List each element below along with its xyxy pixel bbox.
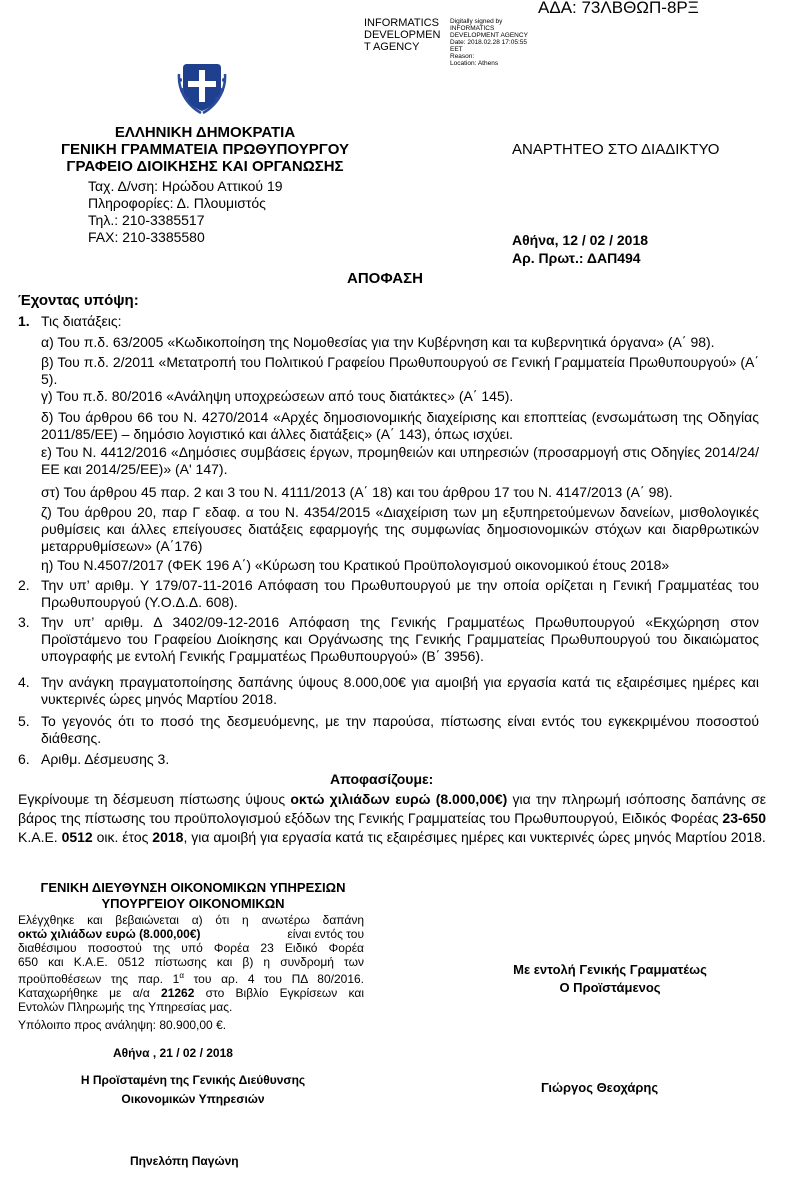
order-signature-block (470, 961, 750, 997)
item-3-text: Την υπ’ αριθμ. Δ 3402/09-12-2016 Απόφαση της Γενικής Γραμματέως Πρωθυπουργού «Εκχώρηση στον Προϊστάμενο του Γραφείου Διοίκησης και Οργάνωσης της Γενικής Γραμματείας Πρωθυπουργού του δικαιώματος υπογραφής με εντολή Γενικής Γραμματέως Πρωθυπουργού» (Β΄ 3956). (41, 614, 759, 664)
document-date-protocol (512, 232, 648, 267)
item-number-4: 4. (18, 674, 30, 690)
decision-kae-code: 0512 (61, 829, 93, 845)
item-1-text: Τις διατάξεις: (41, 313, 122, 329)
signature-details: Digitally signed by INFORMATICS DEVELOPMENT AGENCY Date: 2018.02.28 17:05:55 EET Reason: Location: Athens (450, 18, 528, 67)
coat-of-arms-emblem (177, 62, 227, 114)
considering-heading: Έχοντας υπόψη: (18, 292, 139, 309)
decision-body-code: 23-650 (722, 810, 766, 826)
office-title: ΓΡΑΦΕΙΟ ΔΙΟΙΚΗΣΗΣ ΚΑΙ ΟΡΓΑΝΩΣΗΣ (66, 158, 344, 175)
item-4-text: Την ανάγκη πραγματοποίησης δαπάνης ύψους 8.000,00€ για αμοιβή για εργασία κατά τις εξαιρέσιμες ημέρες και νυκτερινές ώρες μηνός Μαρτίου 2018. (41, 674, 759, 707)
order-signer-name: Γιώργος Θεοχάρης (541, 1080, 659, 1095)
contact-info (88, 178, 283, 246)
signer-name: INFORMATICS DEVELOPMEN T AGENCY (364, 17, 441, 53)
country-title: ΕΛΛΗΝΙΚΗ ΔΗΜΟΚΡΑΤΙΑ (114, 124, 296, 141)
provision-st: στ) Του άρθρου 45 παρ. 2 και 3 του Ν. 4111/2013 (Α΄ 18) και του άρθρου 17 του Ν. 4147/2013 (Α΄ 98). (41, 484, 673, 500)
document-date: Αθήνα, 12 / 02 / 2018 (512, 232, 649, 248)
posting-notice: ΑΝΑΡΤΗΤΕΟ ΣΤΟ ΔΙΑΔΙΚΤΥΟ (512, 141, 720, 158)
phone: Τηλ.: 210-3385517 (88, 212, 205, 228)
document-title: ΑΠΟΦΑΣΗ (347, 270, 423, 287)
provision-z: ζ) Του άρθρου 20, παρ Γ εδαφ. α του Ν. 4354/2015 «Διαχείριση των μη εξυπηρετούμενων δανείων, μισθολογικές ρυθμίσεις και άλλες επείγουσες διατάξεις εφαρμογής της συμφωνίας δημοσιονομικών στόχων και διαρθρωτικών μεταρρυθμίσεων» (Α΄176) (41, 504, 759, 554)
ada-code: ΑΔΑ: 73ΛΒΘΩΠ-8ΡΞ (538, 0, 699, 17)
order-line: Με εντολή Γενικής Γραμματέως (513, 962, 707, 977)
provision-b: β) Του π.δ. 2/2011 «Μετατροπή του Πολιτικού Γραφείου Πρωθυπουργού σε Γενική Γραμματεία Πρωθυπουργού» (Α΄ 5). (41, 354, 759, 387)
item-2-text: Την υπ’ αριθμ. Υ 179/07-11-2016 Απόφαση του Πρωθυπουργού με την οποία ορίζεται η Γενική Γραμματέας του Πρωθυπουργού (Υ.Ο.Δ.Δ. 608). (41, 577, 759, 610)
finance-signer-name: Πηνελόπη Παγώνη (130, 1154, 239, 1168)
decision-year: 2018 (152, 829, 184, 845)
item-number-3: 3. (18, 614, 30, 630)
item-number-2: 2. (18, 577, 30, 593)
finance-dept-heading: ΓΕΝΙΚΗ ΔΙΕΥΘΥΝΣΗ ΟΙΚΟΝΟΜΙΚΩΝ ΥΠΗΡΕΣΙΩΝ ΥΠΟΥΡΓΕΙΟΥ ΟΙΚΟΝΟΜΙΚΩΝ (40, 880, 346, 911)
institution-header (55, 124, 355, 175)
provision-a: α) Του π.δ. 63/2005 «Κωδικοποίηση της Νομοθεσίας για την Κυβέρνηση και τα κυβερνητικά όργανα» (Α΄ 98). (41, 334, 715, 350)
order-role: Ο Προϊστάμενος (559, 980, 661, 995)
item-5-text: Το γεγονός ότι το ποσό της δεσμευόμενης, με την παρούσα, πίστωσης είναι εντός του εγκεκριμένου ποσοστού διάθεσης. (41, 713, 759, 746)
protocol-number: Αρ. Πρωτ.: ΔΑΠ494 (512, 250, 641, 266)
provision-h: η) Του Ν.4507/2017 (ΦΕΚ 196 Α΄) «Κύρωση του Κρατικού Προϋπολογισμού οικονομικού έτους 2018» (41, 557, 670, 573)
item-number-5: 5. (18, 713, 30, 729)
provision-e: ε) Του Ν. 4412/2016 «Δημόσιες συμβάσεις έργων, προμηθειών και υπηρεσιών (προσαρμογή στις Οδηγίες 2014/24/ΕΕ και 2014/25/ΕΕ)» (Α' 147). (41, 444, 759, 477)
finance-signer-title: Η Προϊσταμένη της Γενικής Διεύθυνσης Οικονομικών Υπηρεσιών (80, 1073, 306, 1106)
secretariat-title: ΓΕΝΙΚΗ ΓΡΑΜΜΑΤΕΙΑ ΠΡΩΘΥΠΟΥΡΓΟΥ (61, 141, 349, 158)
info-contact: Πληροφορίες: Δ. Πλουμιστός (88, 195, 266, 211)
provision-c: γ) Του π.δ. 80/2016 «Ανάληψη υποχρεώσεων από τους διατάκτες» (Α΄ 145). (41, 388, 514, 404)
provision-d: δ) Του άρθρου 66 του Ν. 4270/2014 «Αρχές δημοσιονομικής διαχείρισης και εποπτείας (ενσωμάτωση της Οδηγίας 2011/85/ΕΕ) – δημόσιο λογιστικό και άλλες διατάξεις» (Α΄ 143), όπως ισχύει. (41, 409, 759, 442)
finance-date: Αθήνα , 21 / 02 / 2018 (113, 1046, 233, 1060)
decision-amount: οκτώ χιλιάδων ευρώ (8.000,00€) (290, 791, 508, 807)
verified-amount: οκτώ χιλιάδων ευρώ (8.000,00€) (18, 927, 201, 941)
finance-verification: Ελέγχθηκε και βεβαιώνεται α) ότι η ανωτέρω δαπάνη οκτώ χιλιάδων ευρώ (8.000,00€) είναι εντός του διαθέσιμου ποσοστού της υπό Φορέα 23 Ειδικό Φορέα 650 και Κ.Α.Ε. 0512 πίστωσης και β) η συνδρομή των προϋποθέσεων της παρ. $1^\alpha$ του αρ. 4 του ΠΔ 80/2016. Καταχωρήθηκε με α/α 21262 στο Βιβλίο Εγκρίσεων και Εντολών Πληρωμής της Υπηρεσίας μας. Υπόλοιπο προς ανάληψη: 80.900,00 €. (18, 913, 364, 1032)
address: Ταχ. Δ/νση: Ηρώδου Αττικού 19 (88, 178, 283, 194)
item-6-text: Αριθμ. Δέσμευσης 3. (41, 751, 170, 767)
registry-number: 21262 (161, 986, 195, 1000)
item-number-1: 1. (18, 313, 30, 329)
fax: FAX: 210-3385580 (88, 229, 205, 245)
decision-paragraph: Εγκρίνουμε τη δέσμευση πίστωσης ύψους οκτώ χιλιάδων ευρώ (8.000,00€) για την πληρωμή ισόποσης δαπάνης σε βάρος της πίστωσης του προϋπολογισμού εξόδων της Γενικής Γραμματείας του Πρωθυπουργού, Ειδικός Φορέας 23-650 Κ.Α.Ε. 0512 οικ. έτος 2018, για αμοιβή για εργασία κατά τις εξαιρέσιμες ημέρες και νυκτερινές ώρες μηνός Μαρτίου 2018. (18, 791, 767, 845)
decide-heading: Αποφασίζουμε: (330, 771, 434, 787)
item-number-6: 6. (18, 751, 30, 767)
remaining-balance: Υπόλοιπο προς ανάληψη: 80.900,00 €. (18, 1018, 227, 1032)
